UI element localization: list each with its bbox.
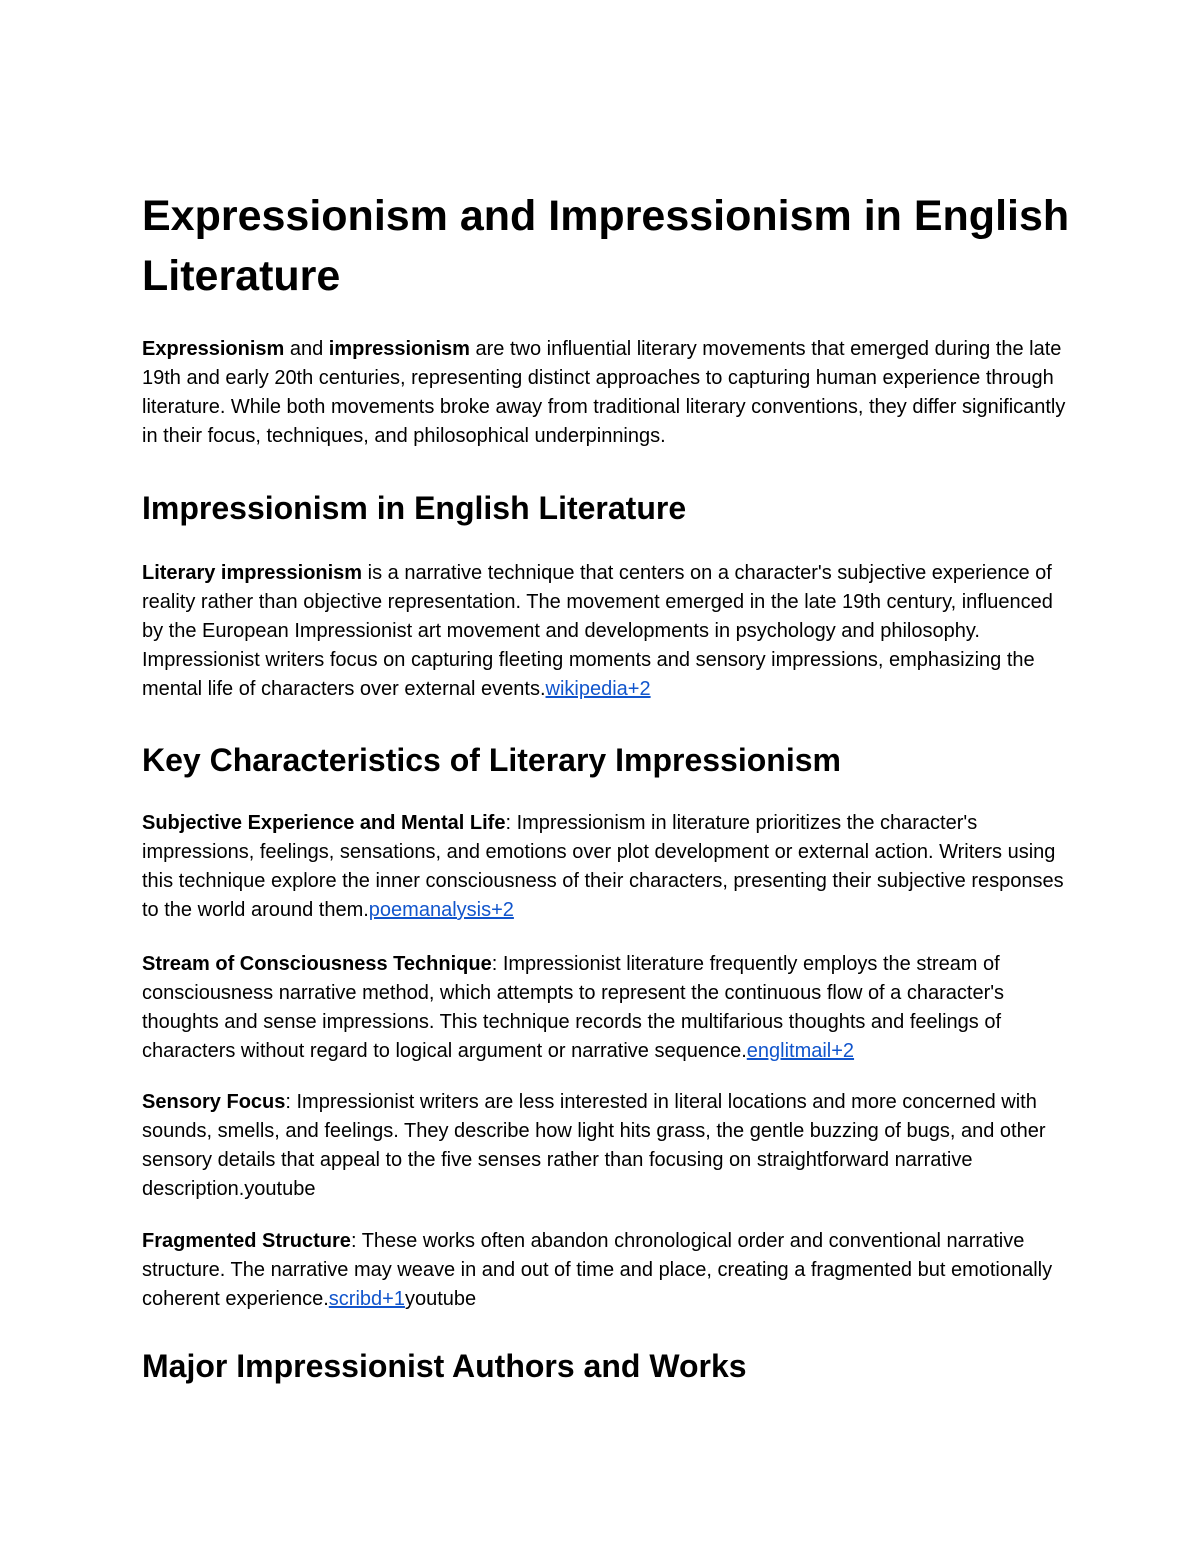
fragmented-bold: Fragmented Structure bbox=[142, 1230, 351, 1252]
stream-bold: Stream of Consciousness Technique bbox=[142, 953, 492, 975]
intro-paragraph bbox=[142, 335, 1072, 451]
document-title: Expressionism and Impressionism in English Literature bbox=[142, 192, 1070, 300]
literary-text: is a narrative technique that centers on a character's subjective experience of reality rather than objective representation. The movement emerged in the late 19th century, influenced by the European Impressionist art movement and developments in psychology and philosophy. Impressionist writers focus on capturing fleeting moments and sensory impressions, emphasizing the mental life of characters over external events. bbox=[142, 562, 1053, 700]
intro-bold-impressionism: impressionism bbox=[328, 338, 470, 360]
intro-text-1: and bbox=[284, 338, 329, 360]
intro-bold-expressionism: Expressionism bbox=[142, 338, 285, 360]
wikipedia-citation-link[interactable]: wikipedia+2 bbox=[545, 678, 651, 700]
literary-bold: Literary impressionism bbox=[142, 562, 363, 584]
fragmented-structure-paragraph bbox=[142, 1227, 1072, 1314]
fragmented-text: : These works often abandon chronological order and conventional narrative structure. The narrative may weave in and out of time and place, creating a fragmented but emotionally coherent experience. bbox=[142, 1230, 1053, 1310]
poemanalysis-citation-link[interactable]: poemanalysis+2 bbox=[368, 899, 514, 921]
heading-impressionism: Impressionism in English Literature bbox=[142, 490, 687, 526]
fragmented-tail-text: youtube bbox=[404, 1288, 477, 1310]
document-page bbox=[142, 186, 1072, 1386]
scribd-citation-link[interactable]: scribd+1 bbox=[328, 1288, 405, 1310]
sensory-text: : Impressionist writers are less interested in literal locations and more concerned with sounds, smells, and feelings. They describe how light hits grass, the gentle buzzing of bugs, and other sensory details that appeal to the five senses rather than focusing on straightforward narrative description.youtube bbox=[142, 1091, 1046, 1200]
subjective-bold: Subjective Experience and Mental Life bbox=[142, 812, 506, 834]
subjective-experience-paragraph bbox=[142, 809, 1072, 925]
heading-key-characteristics: Key Characteristics of Literary Impressionism bbox=[142, 742, 841, 778]
englitmail-citation-link[interactable]: englitmail+2 bbox=[746, 1040, 855, 1062]
stream-text: : Impressionist literature frequently employs the stream of consciousness narrative method, which attempts to represent the continuous flow of a character's thoughts and sense impressions. This technique records the multifarious thoughts and feelings of characters without regard to logical argument or narrative sequence. bbox=[142, 953, 1005, 1062]
literary-impressionism-paragraph bbox=[142, 559, 1072, 704]
sensory-bold: Sensory Focus bbox=[142, 1091, 286, 1113]
sensory-focus-paragraph bbox=[142, 1088, 1072, 1204]
stream-of-consciousness-paragraph bbox=[142, 950, 1072, 1066]
intro-text-2: are two influential literary movements that emerged during the late 19th and early 20th centuries, representing distinct approaches to capturing human experience through literature. While both movements broke away from traditional literary conventions, they differ significantly in their focus, techniques, and philosophical underpinnings. bbox=[142, 338, 1066, 447]
subjective-text: : Impressionism in literature prioritizes the character's impressions, feelings, sensations, and emotions over plot development or external action. Writers using this technique explore the inner consciousness of their characters, presenting their subjective responses to the world around them. bbox=[142, 812, 1064, 921]
heading-major-authors: Major Impressionist Authors and Works bbox=[142, 1348, 747, 1384]
